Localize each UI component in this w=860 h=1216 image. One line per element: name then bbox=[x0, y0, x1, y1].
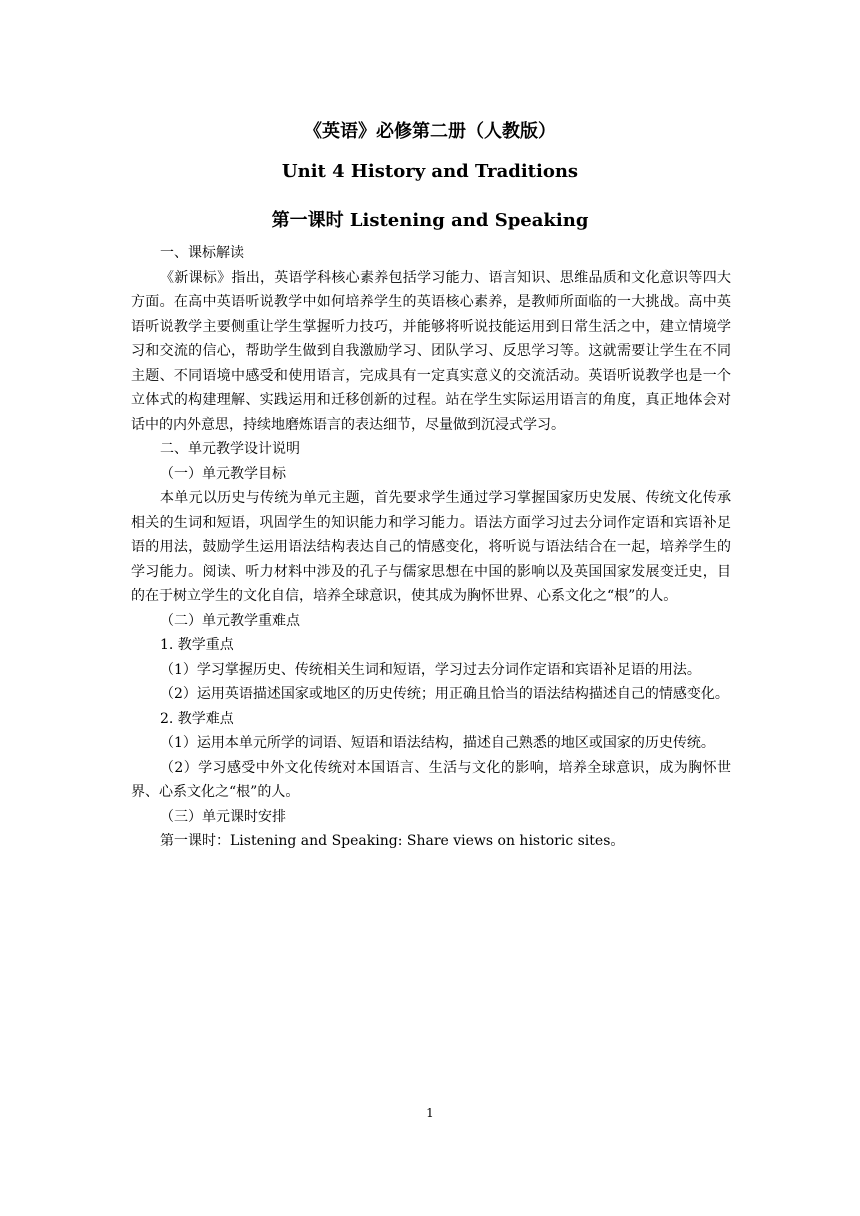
subsection-heading: （三）单元课时安排 bbox=[160, 808, 286, 825]
document-title: 《英语》必修第二册（人教版） bbox=[304, 121, 556, 142]
list-item: （1）运用本单元所学的词语、短语和语法结构，描述自己熟悉的地区或国家的历史传统。 bbox=[160, 735, 715, 751]
body-paragraph: 《新课标》指出，英语学科核心素养包括学习能力、语言知识、思维品质和文化意识等四大方面。在高中英语听说教学中如何培养学生的英语核心素养，是教师所面临的一大挑战。高中英语听说教学主要侧重让学生掌握听力技巧，并能够将听说技能运用到日常生活之中，建立情境学习和交流的信心，帮助学生做到自我激励学习、团队学习、反思学习等。这就需要让学生在不同主题、不同语境中感受和使用语言，完成具有一定真实意义的交流活动。英语听说教学也是一个立体式的构建理解、实践运用和迁移创新的过程。站在学生实际运用语言的角度，真正地体会对话中的内外意思，持续地磨炼语言的表达细节，尽量做到沉浸式学习。 bbox=[131, 269, 731, 433]
lesson-title: 第一课时 Listening and Speaking bbox=[271, 210, 589, 231]
section-heading: 一、课标解读 bbox=[160, 245, 244, 261]
body-paragraph: 第一课时：Listening and Speaking: Share views on historic sites。 bbox=[160, 833, 625, 849]
list-item: （1）学习掌握历史、传统相关生词和短语，学习过去分词作定语和宾语补足语的用法。 bbox=[160, 661, 701, 678]
subsection-heading: （一）单元教学目标 bbox=[160, 465, 286, 482]
body-paragraph: 本单元以历史与传统为单元主题，首先要求学生通过学习掌握国家历史发展、传统文化传承相关的生词和短语，巩固学生的知识能力和学习能力。语法方面学习过去分词作定语和宾语补足语的用法，鼓励学生运用语法结构表达自己的情感变化，将听说与语法结合在一起，培养学生的学习能力。阅读、听力材料中涉及的孔子与儒家思想在中国的影响以及英国国家发展变迁史，目的在于树立学生的文化自信，培养全球意识，使其成为胸怀世界、心系文化之“根”的人。 bbox=[131, 490, 731, 604]
subsection-heading: （二）单元教学重难点 bbox=[160, 612, 300, 629]
list-item: （2）学习感受中外文化传统对本国语言、生活与文化的影响，培养全球意识，成为胸怀世界、心系文化之“根”的人。 bbox=[131, 759, 731, 800]
section-heading: 二、单元教学设计说明 bbox=[160, 441, 300, 457]
page-number: 1 bbox=[426, 1106, 434, 1120]
unit-title: Unit 4 History and Traditions bbox=[281, 161, 579, 182]
list-heading: 2. 教学难点 bbox=[160, 710, 234, 727]
list-item: （2）运用英语描述国家或地区的历史传统；用正确且恰当的语法结构描述自己的情感变化。 bbox=[160, 686, 729, 702]
list-heading: 1. 教学重点 bbox=[160, 637, 234, 653]
document-body bbox=[131, 241, 731, 854]
